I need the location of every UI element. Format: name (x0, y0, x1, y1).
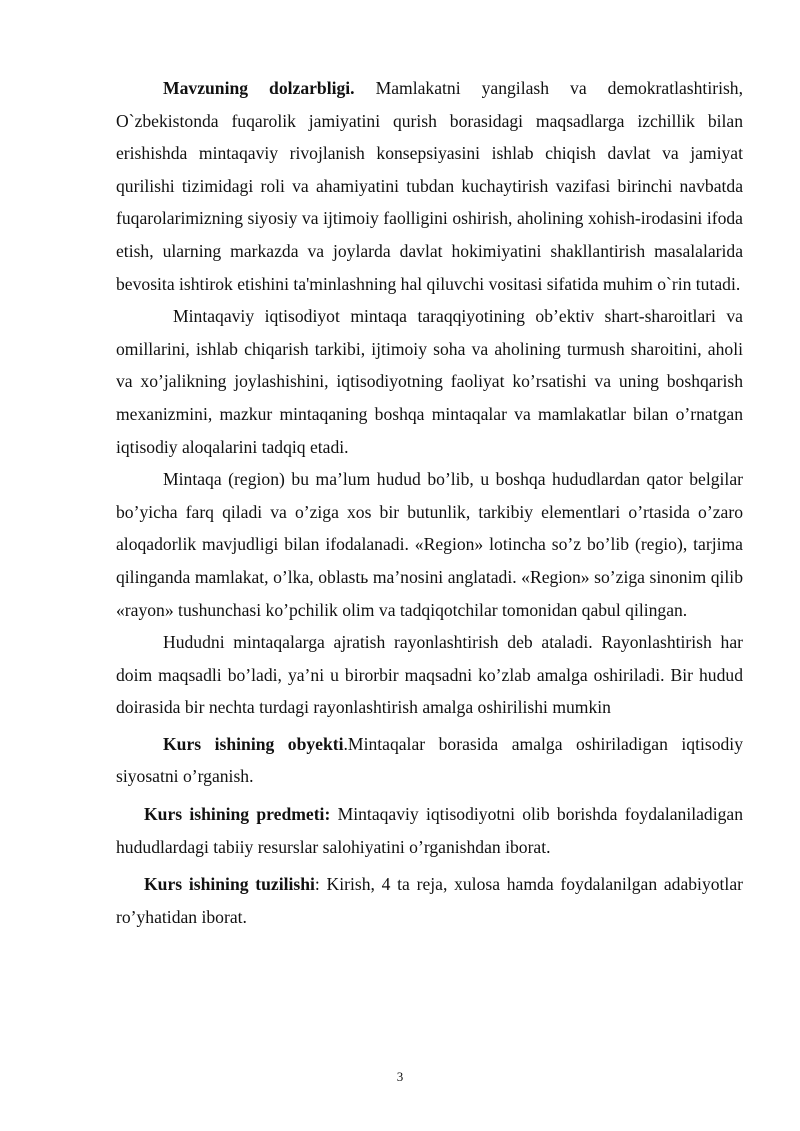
paragraph-zoning (116, 626, 743, 724)
paragraph-text: .Mintaqalar borasida amalga oshiriladigan iqtisodiy siyosatni o’rganish. (116, 733, 743, 787)
paragraph-relevance (116, 72, 743, 300)
paragraph-course-subject (116, 798, 743, 863)
paragraph-course-structure (116, 868, 743, 933)
document-body (116, 72, 743, 933)
paragraph-region-definition (116, 463, 743, 626)
paragraph-text: : Kirish, 4 ta reja, xulosa hamda foydalanilgan adabiyotlar ro’yhatidan iborat. (116, 874, 743, 927)
paragraph-regional-economy (116, 300, 743, 463)
page-number: 3 (396, 1069, 404, 1084)
paragraph-text: Mintaqaviy iqtisodiyotni olib borishda foydalaniladigan hududlardagi tabiiy resurslar salohiyatini o’rganishdan iborat. (116, 804, 744, 857)
paragraph-text: Mintaqa (region) bu ma’lum hudud bo’lib, u boshqa hududlardan qator belgilar bo’yicha farq qiladi va o’ziga xos bir butunlik, tarkibiy elementlari o’rtasida o’zaro aloqadorlik mavjudligi bilan ifodalanadi. «Region» lotincha so’z bo’lib (regio), tarjima qilinganda mamlakat, o’lka, oblastь ma’nosini anglatadi. «Region» so’ziga sinonim qilib «rayon» tushunchasi ko’pchilik olim va tadqiqotchilar tomonidan qabul qilingan. (116, 469, 743, 620)
paragraph-text: Mamlakatni yangilash va demokratlashtirish, O`zbekistonda fuqarolik jamiyatini qurish borasidagi maqsadlarga izchillik bilan erishishda mintaqaviy rivojlanish konsepsiyasini ishlab chiqish davlat va jamiyat qurilishi tizimidagi roli va ahamiyatini tubdan kuchaytirish vazifasi birinchi navbatda fuqarolarimizning siyosiy va ijtimoiy faolligini oshirish, aholining xohish-irodasini ifoda etish, ularning markazda va joylarda davlat hokimiyatini shakllantirish masalalarida bevosita ishtirok etishini ta'minlashning hal qiluvchi vositasi sifatida muhim o`rin tutadi. (116, 78, 743, 294)
paragraph-course-object (116, 728, 743, 793)
heading-course-object: Kurs ishining obyekti (163, 733, 344, 754)
paragraph-text: Hududni mintaqalarga ajratish rayonlashtirish deb ataladi. Rayonlashtirish har doim maqsadli bo’ladi, ya’ni u birorbir maqsadni ko’zlab amalga oshiriladi. Bir hudud doirasida bir nechta turdagi rayonlashtirish amalga oshirilishi mumkin (116, 632, 743, 718)
heading-course-structure: Kurs ishining tuzilishi (144, 874, 315, 895)
heading-course-subject: Kurs ishining predmeti: (144, 804, 331, 825)
paragraph-text: Mintaqaviy iqtisodiyot mintaqa taraqqiyotining ob’ektiv shart-sharoitlari va omillarini, ishlab chiqarish tarkibi, ijtimoiy soha va aholining turmush sharoitini, aholi va xo’jalikning joylashishini, iqtisodiyotning faoliyat ko’rsatishi va uning boshqarish mexanizmini, mazkur mintaqaning boshqa mintaqalar va mamlakatlar bilan o’rnatgan iqtisodiy aloqalarini tadqiq etadi. (116, 306, 743, 457)
heading-relevance: Mavzuning dolzarbligi. (163, 78, 355, 98)
